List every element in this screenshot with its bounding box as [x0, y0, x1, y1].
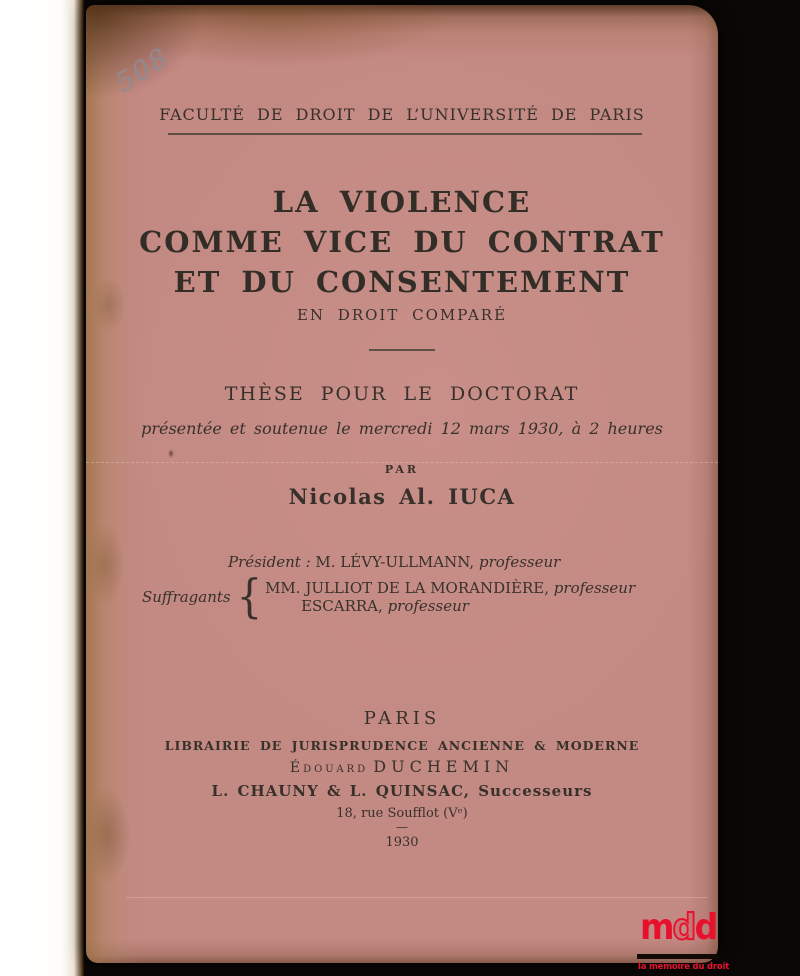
- publisher-last-name: DUCHEMIN: [373, 757, 515, 776]
- scanner-background-strip: [0, 0, 84, 976]
- institution-rule: [168, 133, 642, 135]
- thesis-title: [86, 182, 718, 302]
- title-line: ET DU CONSENTEMENT: [173, 265, 631, 299]
- institution-line: FACULTÉ DE DROIT DE L’UNIVERSITÉ DE PARIS: [159, 105, 645, 124]
- mdd-watermark-logo: [640, 907, 717, 948]
- jury-members: [265, 579, 635, 615]
- handwritten-shelf-number: 508: [110, 41, 176, 100]
- jury-member-line: [301, 597, 635, 615]
- publisher-first-name: Édouard: [289, 760, 369, 776]
- author-name: Nicolas Al. IUCA: [288, 484, 516, 509]
- suffragants-row: [142, 570, 636, 624]
- mdd-watermark-bar: [637, 954, 719, 959]
- president-name: M. LÉVY-ULLMANN,: [315, 553, 475, 571]
- defense-date-line: présentée et soutenue le mercredi 12 mars 1930, à 2 heures: [141, 419, 663, 438]
- publisher-line: LIBRAIRIE DE JURISPRUDENCE ANCIENNE & MODERNE: [164, 738, 640, 753]
- president-label: Président :: [228, 553, 311, 571]
- imprint-dash: —: [396, 820, 408, 834]
- book-cover: [86, 5, 718, 963]
- member-title: professeur: [387, 597, 469, 615]
- faint-crease: [126, 897, 708, 898]
- title-line: COMME VICE DU CONTRAT: [139, 225, 665, 259]
- city-line: PARIS: [363, 708, 441, 729]
- president-line: [228, 553, 635, 571]
- suffragants-label: Suffragants: [142, 588, 231, 606]
- mdd-letter: m: [640, 907, 673, 948]
- imprint-section: [86, 708, 718, 850]
- par-label: PAR: [384, 463, 420, 476]
- title-line: LA VIOLENCE: [272, 185, 532, 219]
- separator-rule: [369, 349, 435, 351]
- mdd-letter: d: [694, 907, 717, 948]
- publisher-name: [86, 757, 718, 776]
- mdd-letter-outline: d: [672, 907, 695, 948]
- stain: [168, 449, 174, 458]
- year-line: 1930: [385, 835, 419, 850]
- member-title: professeur: [553, 579, 636, 597]
- successors-line: L. CHAUNY & L. QUINSAC, Successeurs: [211, 782, 593, 800]
- jury-member-line: [265, 579, 635, 597]
- mdd-watermark-tagline: la mémoire du droit: [638, 962, 730, 972]
- member-name: ESCARRA,: [301, 597, 383, 615]
- subtitle-line: EN DROIT COMPARÉ: [296, 306, 508, 324]
- jury-brace-glyph: {: [236, 570, 263, 624]
- thesis-heading: THÈSE POUR LE DOCTORAT: [224, 383, 580, 405]
- address-line: 18, rue Soufflot (Vᵉ): [336, 806, 468, 821]
- member-name: MM. JULLIOT DE LA MORANDIÈRE,: [265, 579, 550, 597]
- president-title: professeur: [478, 553, 561, 571]
- jury-section: [142, 553, 636, 624]
